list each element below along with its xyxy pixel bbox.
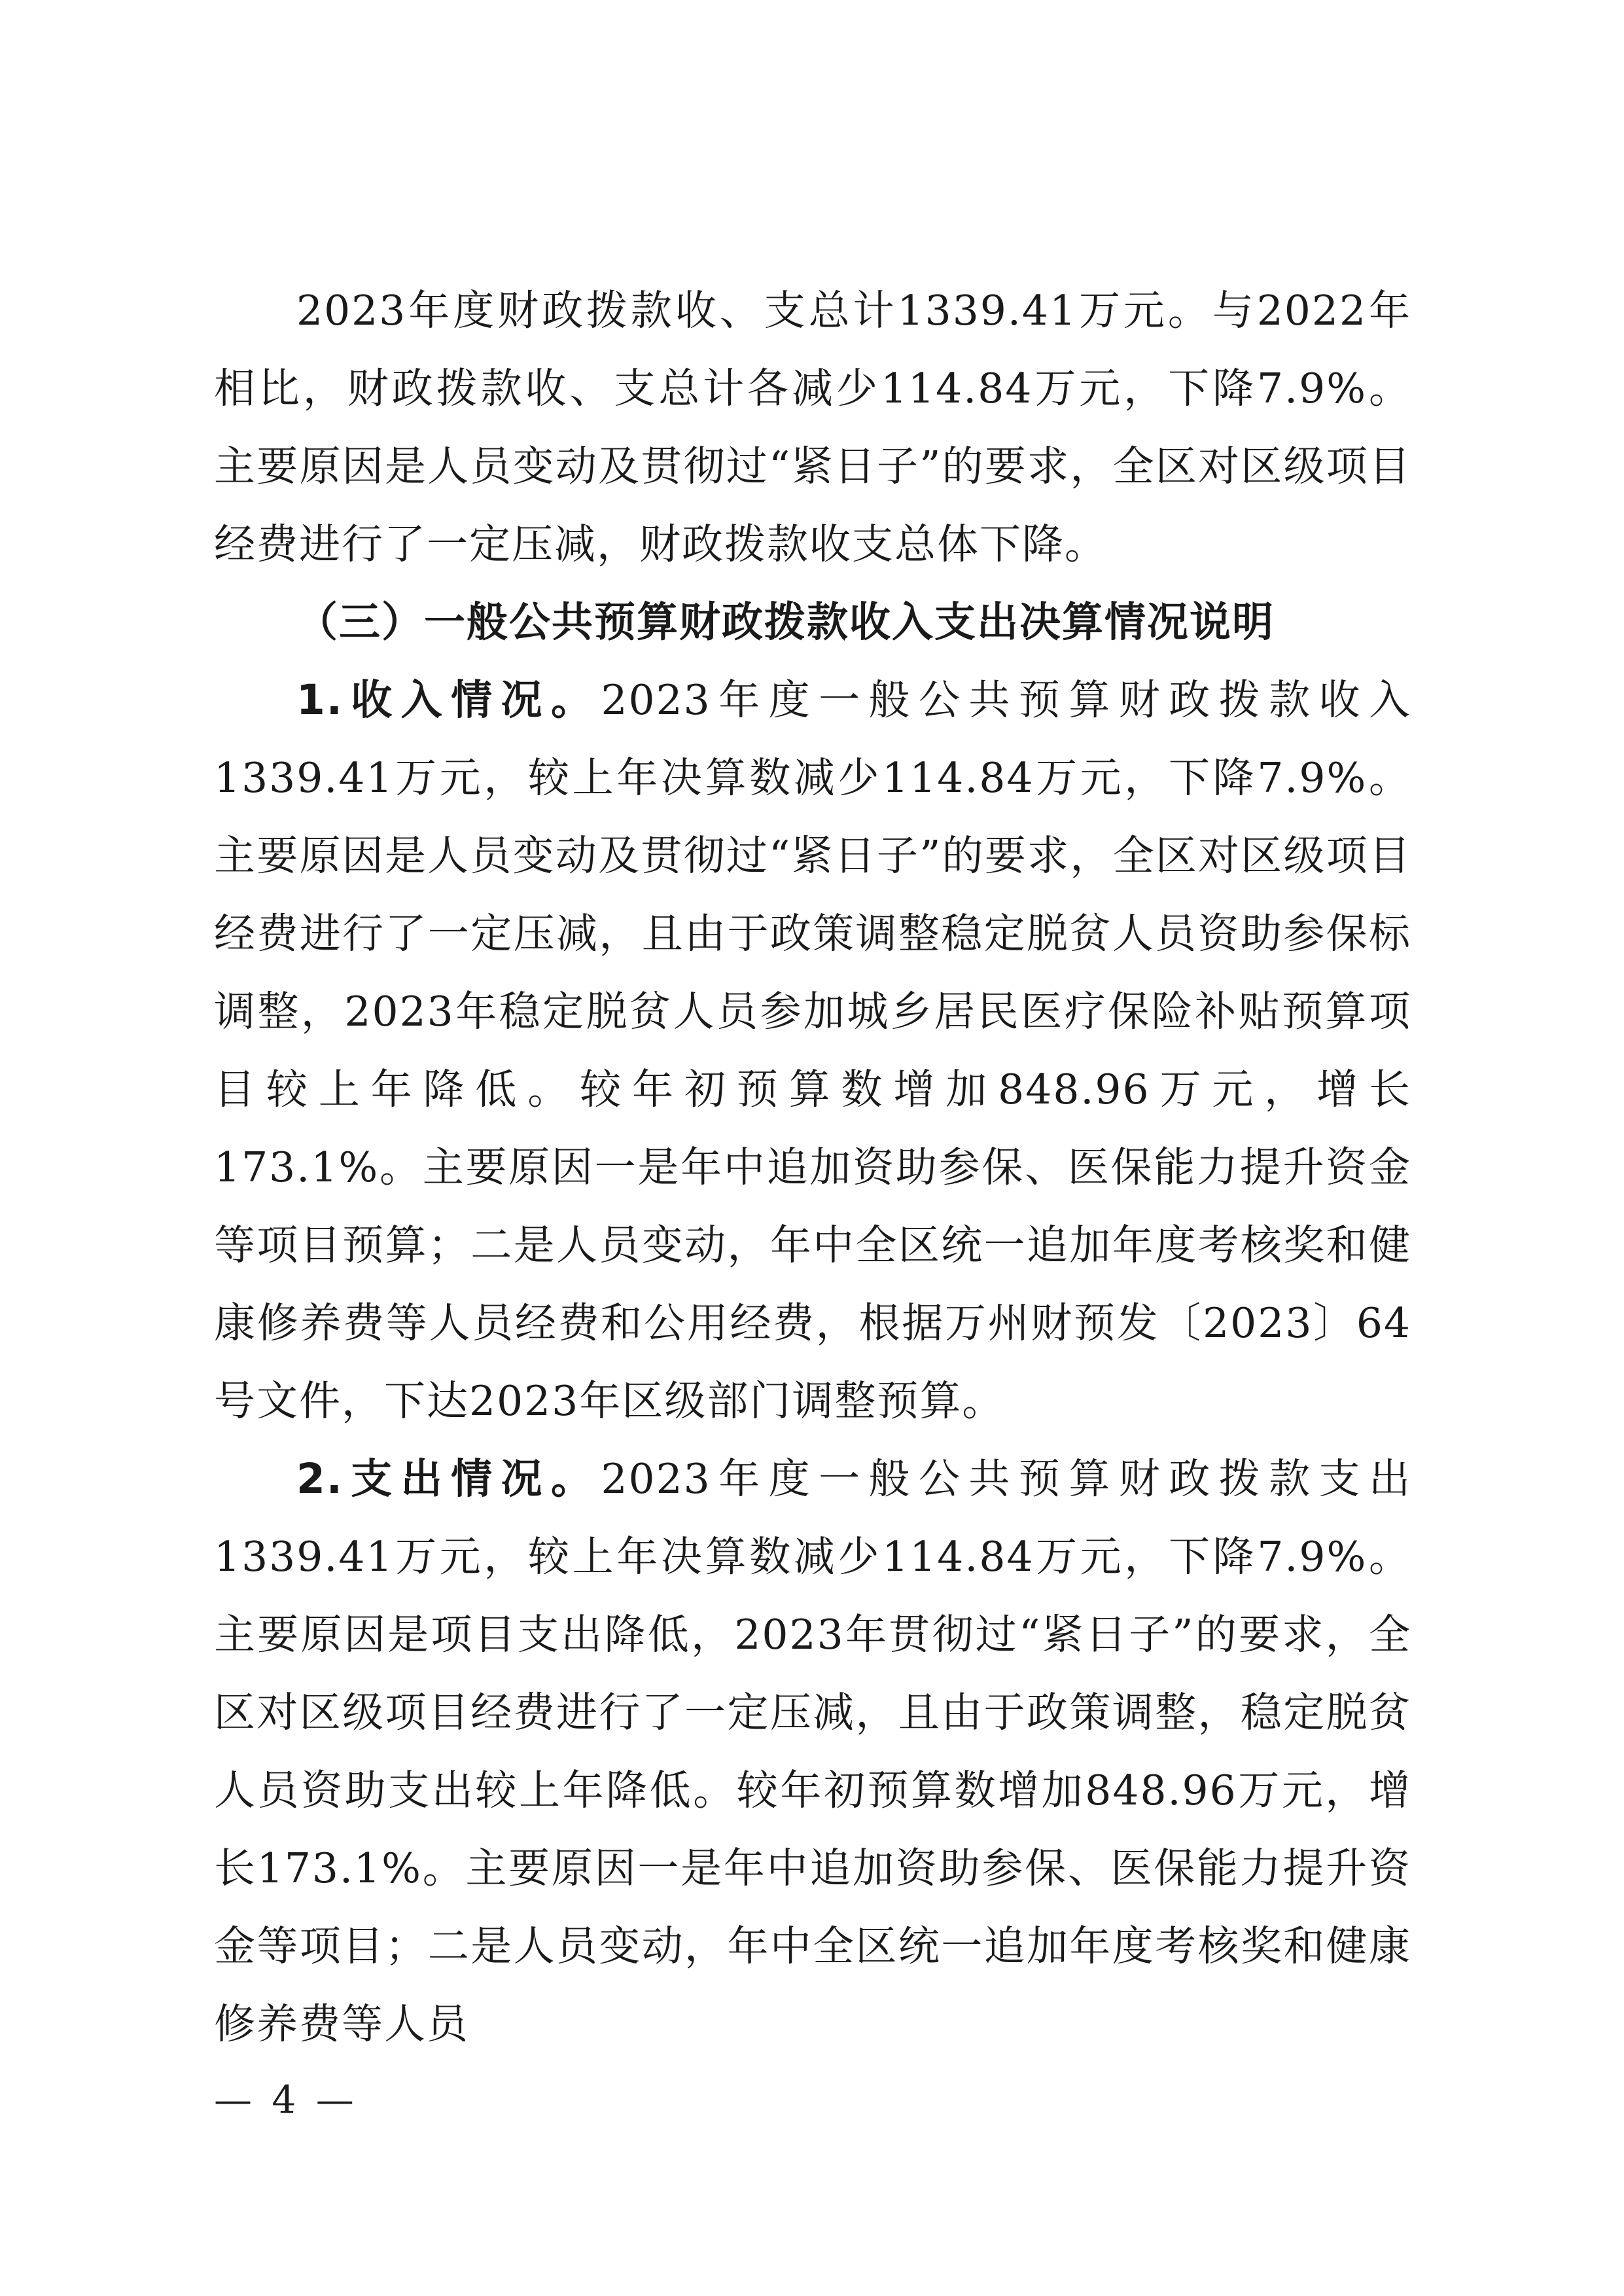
expense-body: 2023年度一般公共预算财政拨款支出1339.41万元，较上年决算数减少114.84万元，下降7.9%。主要原因是项目支出降低，2023年贯彻过“紧日子”的要求，全区对区级项目经费进行了一定压减，且由于政策调整，稳定脱贫人员资助支出较上年降低。较年初预算数增加848.96万元，增长173.1%。主要原因一是年中追加资助参保、医保能力提升资金等项目；二是人员变动，年中全区统一追加年度考核奖和健康修养费等人员 <box>214 1455 1411 2048</box>
paragraph-summary: 2023年度财政拨款收、支总计1339.41万元。与2022年相比，财政拨款收、支总计各减少114.84万元，下降7.9%。主要原因是人员变动及贯彻过“紧日子”的要求，全区对区级项目经费进行了一定压减，财政拨款收支总体下降。 <box>214 287 1411 568</box>
section-heading: （三）一般公共预算财政拨款收入支出决算情况说明 <box>296 598 1275 646</box>
page-number: — 4 — <box>214 2077 358 2122</box>
paragraph-expense <box>214 1440 1411 2063</box>
document-body <box>214 272 1411 2063</box>
expense-lead: 2.支出情况。 <box>296 1455 601 1503</box>
income-lead: 1.收入情况。 <box>296 676 601 724</box>
income-body: 2023年度一般公共预算财政拨款收入1339.41万元，较上年决算数减少114.84万元，下降7.9%。主要原因是人员变动及贯彻过“紧日子”的要求，全区对区级项目经费进行了一定压减，且由于政策调整稳定脱贫人员资助参保标调整，2023年稳定脱贫人员参加城乡居民医疗保险补贴预算项目较上年降低。较年初预算数增加848.96万元，增长173.1%。主要原因一是年中追加资助参保、医保能力提升资金等项目预算；二是人员变动，年中全区统一追加年度考核奖和健康修养费等人员经费和公用经费，根据万州财预发〔2023〕64号文件，下达2023年区级部门调整预算。 <box>214 676 1411 1425</box>
paragraph-income <box>214 661 1411 1440</box>
